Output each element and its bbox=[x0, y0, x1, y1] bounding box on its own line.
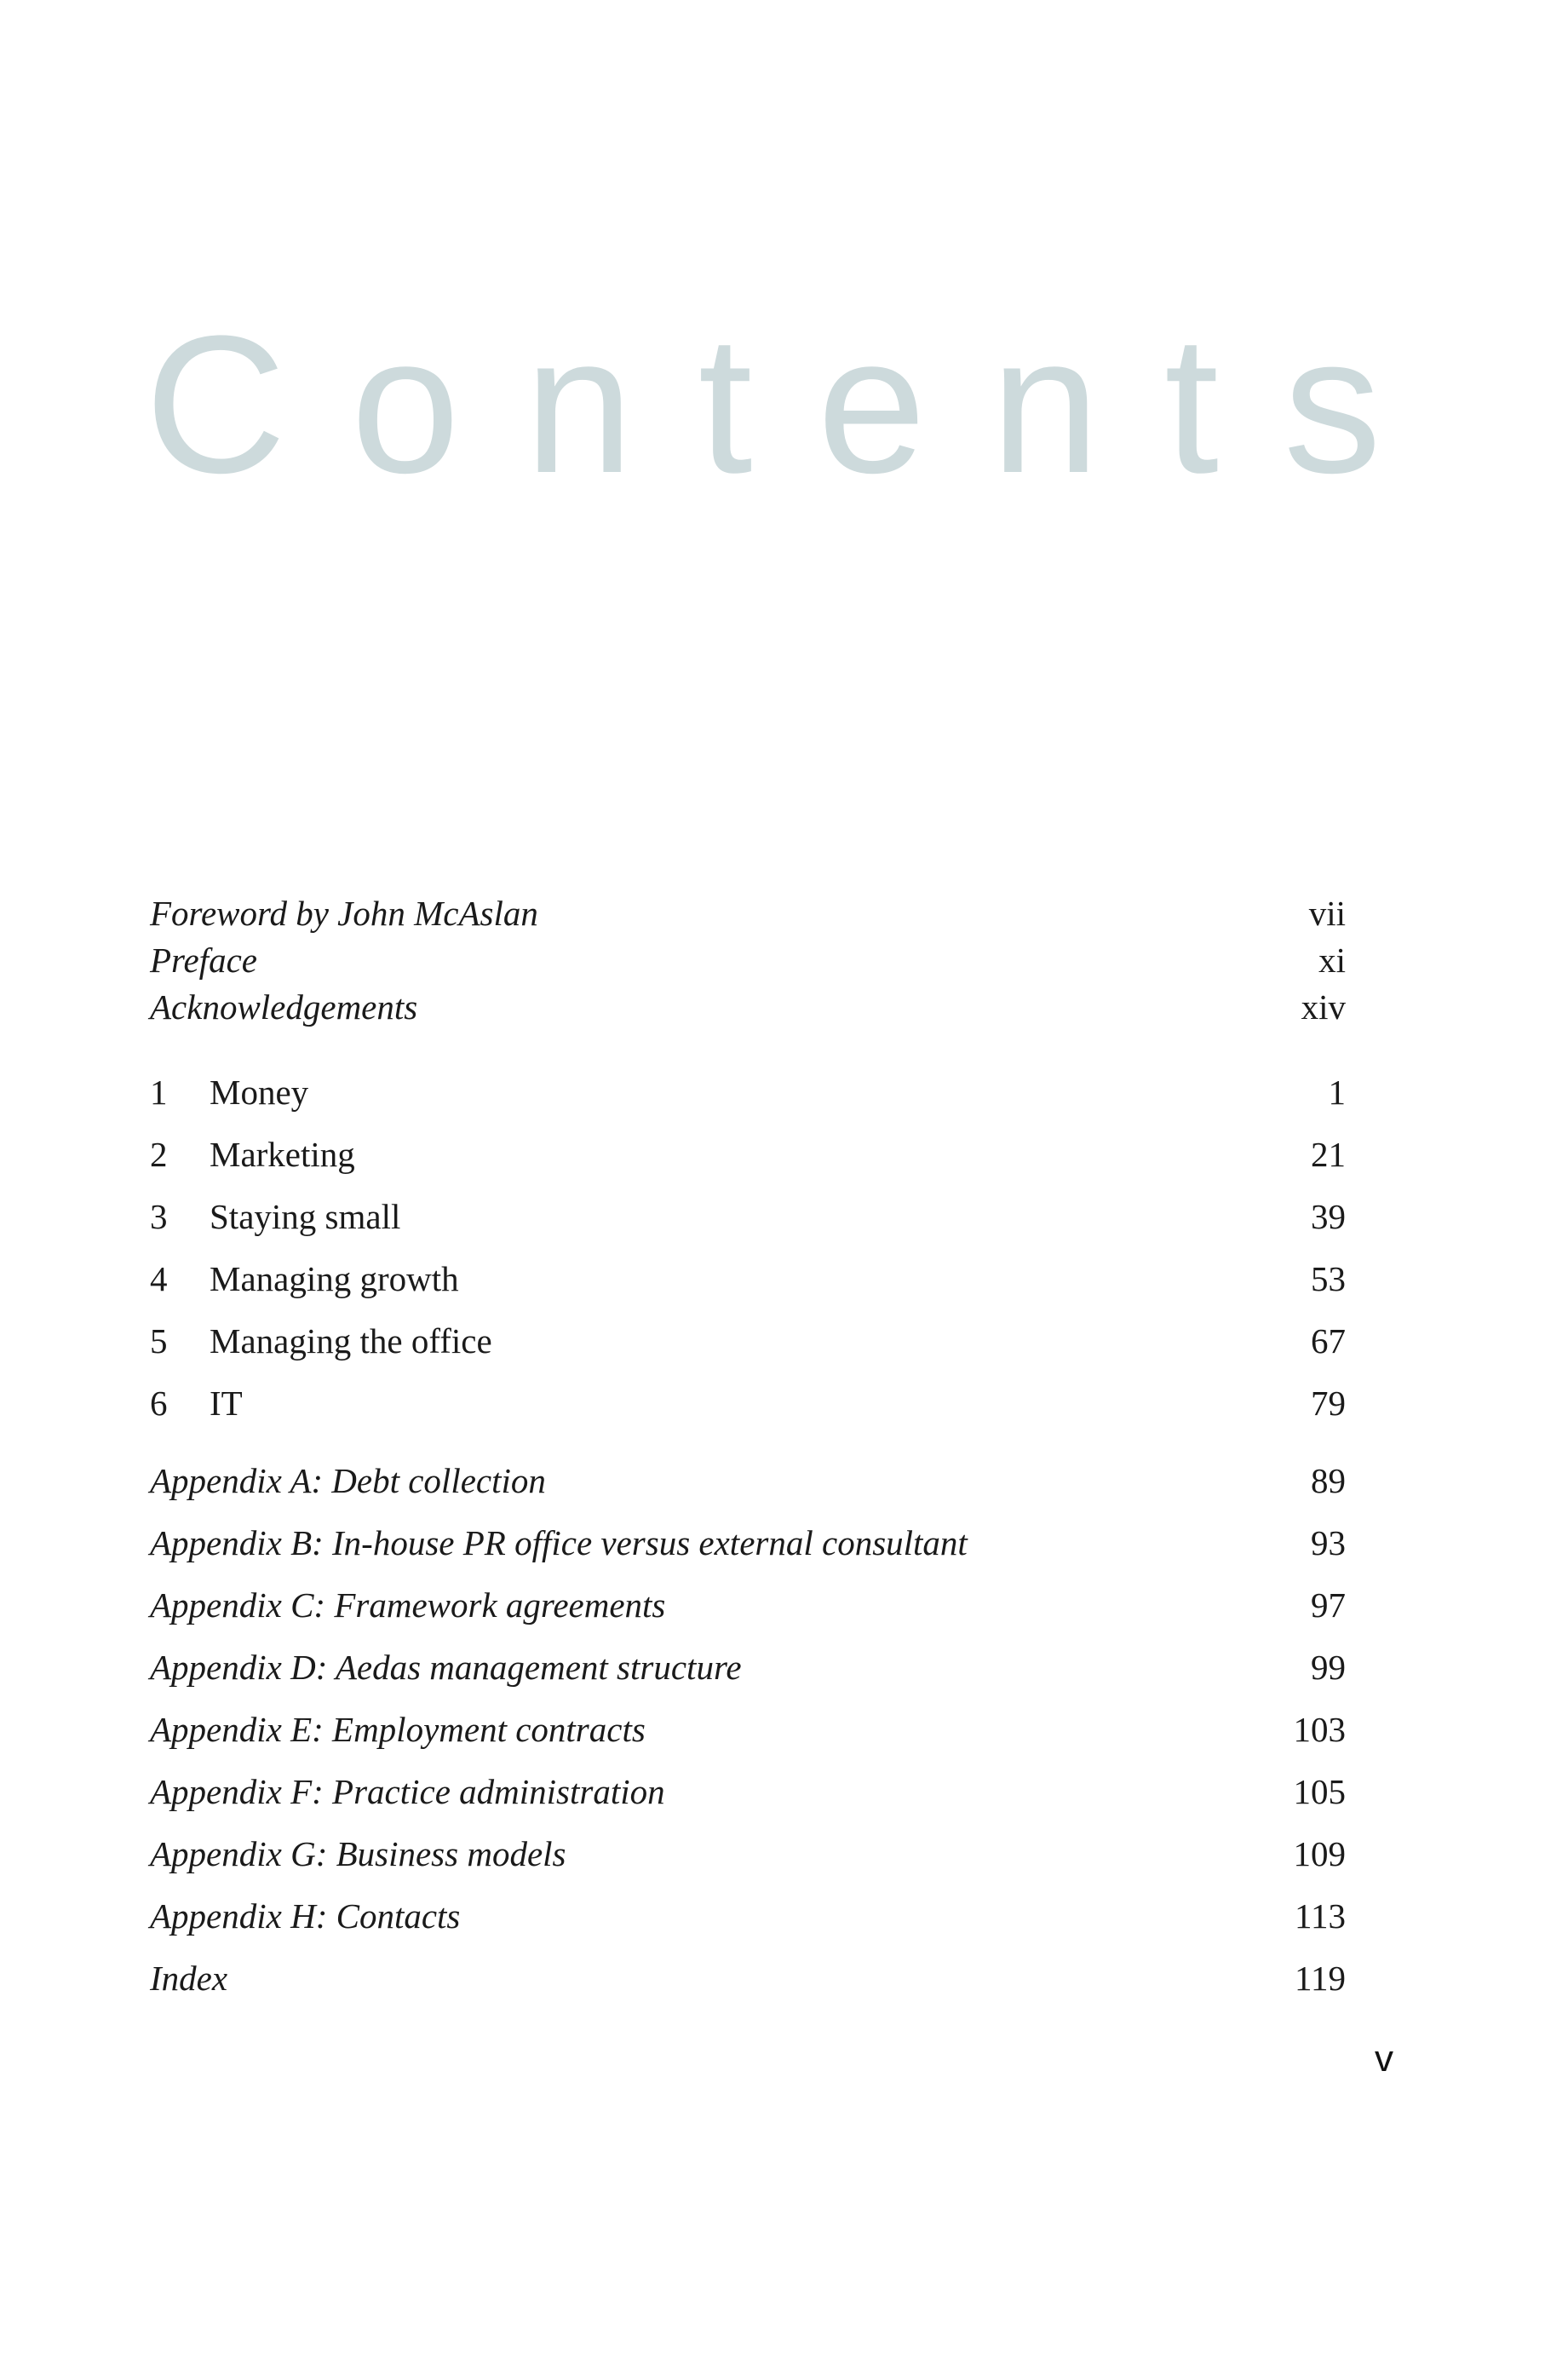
toc-entry-label: Foreword by John McAslan bbox=[150, 894, 538, 933]
toc-entry-page: xi bbox=[1318, 941, 1346, 980]
toc-entry-appendix-d[interactable] bbox=[150, 1637, 1346, 1699]
toc-entry-preface[interactable] bbox=[150, 937, 1346, 984]
toc-entry-appendix-a[interactable] bbox=[150, 1450, 1346, 1512]
chapter-number: 5 bbox=[150, 1321, 168, 1361]
toc-entry-chapter-3[interactable] bbox=[150, 1186, 1346, 1248]
toc-entry-page: 1 bbox=[1328, 1073, 1346, 1112]
toc-entry-page: 79 bbox=[1311, 1384, 1346, 1423]
toc-entry-appendix-b[interactable] bbox=[150, 1512, 1346, 1574]
chapter-title: Marketing bbox=[210, 1135, 355, 1174]
toc-entry-page: 21 bbox=[1311, 1135, 1346, 1174]
chapter-number: 6 bbox=[150, 1384, 168, 1423]
toc-entry-page: 53 bbox=[1311, 1259, 1346, 1298]
page-title: Contents bbox=[145, 295, 1446, 514]
toc-entry-label: Preface bbox=[150, 941, 257, 980]
toc-entry-label: Appendix A: Debt collection bbox=[150, 1461, 546, 1500]
chapter-title: Managing the office bbox=[210, 1321, 492, 1361]
toc-entry-label: Appendix C: Framework agreements bbox=[150, 1585, 666, 1625]
toc-entry-page: 39 bbox=[1311, 1197, 1346, 1236]
toc-group-spacer bbox=[150, 1435, 1346, 1450]
toc-entry-chapter-1[interactable] bbox=[150, 1061, 1346, 1124]
toc-entry-appendix-g[interactable] bbox=[150, 1823, 1346, 1885]
toc-entry-label: Appendix G: Business models bbox=[150, 1834, 566, 1873]
toc-entry-page: 119 bbox=[1295, 1959, 1346, 1998]
toc-entry-label: Index bbox=[150, 1959, 228, 1998]
chapter-title: Managing growth bbox=[210, 1259, 459, 1298]
toc-entry-page: 93 bbox=[1311, 1523, 1346, 1562]
page-folio: v bbox=[1375, 2038, 1393, 2080]
chapter-number: 3 bbox=[150, 1197, 168, 1236]
toc-entry-label: Appendix B: In-house PR office versus external consultant bbox=[150, 1523, 968, 1562]
toc-entry-acknowledgements[interactable] bbox=[150, 984, 1346, 1031]
toc-entry-chapter-2[interactable] bbox=[150, 1124, 1346, 1186]
chapter-number: 4 bbox=[150, 1259, 168, 1298]
toc-entry-page: 99 bbox=[1311, 1648, 1346, 1687]
toc-entry-label: Appendix F: Practice administration bbox=[150, 1772, 665, 1811]
toc-entry-label: Appendix D: Aedas management structure bbox=[150, 1648, 742, 1687]
chapter-title: Staying small bbox=[210, 1197, 401, 1236]
toc-entry-page: 97 bbox=[1311, 1585, 1346, 1625]
toc-entry-page: 89 bbox=[1311, 1461, 1346, 1500]
toc-entry-foreword[interactable] bbox=[150, 890, 1346, 937]
toc-entry-page: vii bbox=[1308, 894, 1346, 933]
toc-group-spacer bbox=[150, 1031, 1346, 1061]
toc-entry-page: 67 bbox=[1311, 1321, 1346, 1361]
toc-entry-label: Appendix H: Contacts bbox=[150, 1896, 461, 1936]
chapter-number: 1 bbox=[150, 1073, 168, 1112]
toc-entry-label: Appendix E: Employment contracts bbox=[150, 1710, 646, 1749]
toc-entry-appendix-f[interactable] bbox=[150, 1761, 1346, 1823]
toc-entry-index[interactable] bbox=[150, 1947, 1346, 2010]
table-of-contents bbox=[150, 890, 1346, 2010]
toc-entry-page: 113 bbox=[1295, 1896, 1346, 1936]
toc-entry-page: 103 bbox=[1293, 1710, 1346, 1749]
toc-entry-label: Acknowledgements bbox=[150, 987, 418, 1027]
toc-entry-appendix-e[interactable] bbox=[150, 1699, 1346, 1761]
chapter-title: IT bbox=[210, 1384, 243, 1423]
toc-entry-chapter-4[interactable] bbox=[150, 1248, 1346, 1310]
chapter-number: 2 bbox=[150, 1135, 168, 1174]
toc-entry-chapter-6[interactable] bbox=[150, 1372, 1346, 1435]
toc-entry-page: xiv bbox=[1301, 987, 1346, 1027]
toc-entry-page: 109 bbox=[1293, 1834, 1346, 1873]
toc-entry-appendix-c[interactable] bbox=[150, 1574, 1346, 1637]
toc-entry-page: 105 bbox=[1293, 1772, 1346, 1811]
chapter-title: Money bbox=[210, 1073, 309, 1112]
toc-entry-appendix-h[interactable] bbox=[150, 1885, 1346, 1947]
toc-entry-chapter-5[interactable] bbox=[150, 1310, 1346, 1372]
